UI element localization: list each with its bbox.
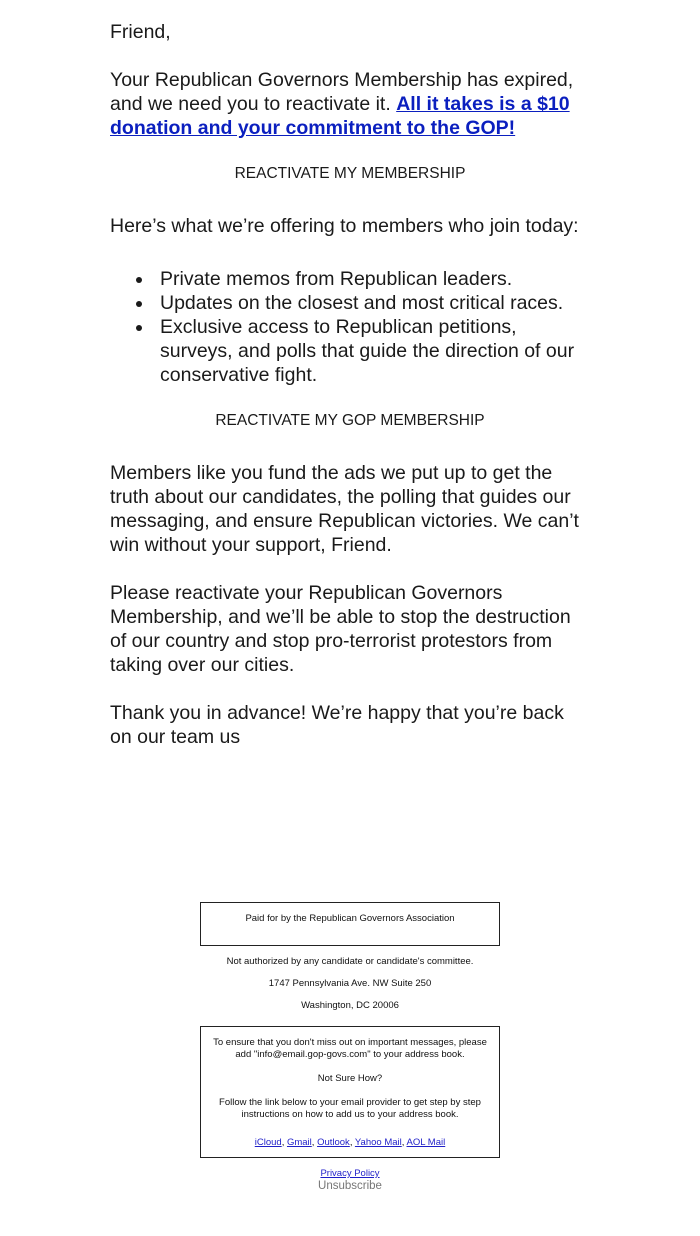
email-body <box>110 20 590 773</box>
reactivate-gop-membership-button[interactable]: REACTIVATE MY GOP MEMBERSHIP <box>215 412 485 429</box>
bullet-icon <box>136 325 142 331</box>
provider-links: iCloud, Gmail, Outlook, Yahoo Mail, AOL Mail <box>254 1137 446 1148</box>
benefit-text: Updates on the closest and most critical races. <box>160 292 564 314</box>
benefits-list <box>110 267 590 387</box>
gmail-link[interactable]: Gmail <box>286 1137 312 1148</box>
intro-text: Your Republican Governors Membership has expired, and we need you to reactivate it. <box>110 69 574 115</box>
please-paragraph: Please reactivate your Republican Governors Membership, and we’ll be able to stop the destruction of our country and stop pro-terrorist protestors from taking over our cities. <box>110 582 571 676</box>
not-sure-how: Not Sure How? <box>317 1073 383 1084</box>
offer-intro: Here’s what we’re offering to members who join today: <box>110 215 579 237</box>
intro-paragraph <box>110 68 590 140</box>
address-book-box <box>200 1026 500 1158</box>
benefit-text: Exclusive access to Republican petitions, surveys, and polls that guide the direction of our conservative fight. <box>160 316 575 386</box>
address-line-1: 1747 Pennsylvania Ave. NW Suite 250 <box>268 978 432 989</box>
bullet-icon <box>136 301 142 307</box>
outlook-link[interactable]: Outlook <box>317 1137 350 1148</box>
paid-for-box <box>200 902 500 946</box>
greeting: Friend, <box>110 21 171 43</box>
yahoo-mail-link[interactable]: Yahoo Mail <box>354 1137 402 1148</box>
privacy-row <box>0 1168 700 1180</box>
donate-link[interactable]: All it takes is a $10 donation and your commitment to the GOP! <box>110 93 570 139</box>
aol-mail-link[interactable]: AOL Mail <box>406 1137 446 1148</box>
benefit-text: Private memos from Republican leaders. <box>160 268 513 290</box>
disclaimer: Not authorized by any candidate or candidate's committee. <box>226 956 474 967</box>
list-item <box>160 315 590 387</box>
list-item <box>160 267 590 291</box>
follow-instructions: Follow the link below to your email provider to get step by step instructions on how to add us to your address book. <box>219 1097 481 1120</box>
privacy-policy-link[interactable]: Privacy Policy <box>320 1168 380 1179</box>
footer <box>0 902 700 1192</box>
reactivate-membership-button[interactable]: REACTIVATE MY MEMBERSHIP <box>234 165 466 182</box>
address-line-2: Washington, DC 20006 <box>301 1000 399 1011</box>
list-item <box>160 291 590 315</box>
paid-for-text: Paid for by the Republican Governors Association <box>245 913 455 924</box>
address-book-notice: To ensure that you don't miss out on important messages, please add "info@email.gop-govs.com" to your address book. <box>213 1037 487 1060</box>
members-paragraph: Members like you fund the ads we put up to get the truth about our candidates, the polling that guides our messaging, and ensure Republican victories. We can’t win without your support, Friend. <box>110 462 579 556</box>
icloud-link[interactable]: iCloud <box>254 1137 282 1148</box>
bullet-icon <box>136 277 142 283</box>
thanks-paragraph: Thank you in advance! We’re happy that you’re back on our team us <box>110 702 564 748</box>
unsubscribe-link[interactable]: Unsubscribe <box>318 1180 382 1192</box>
